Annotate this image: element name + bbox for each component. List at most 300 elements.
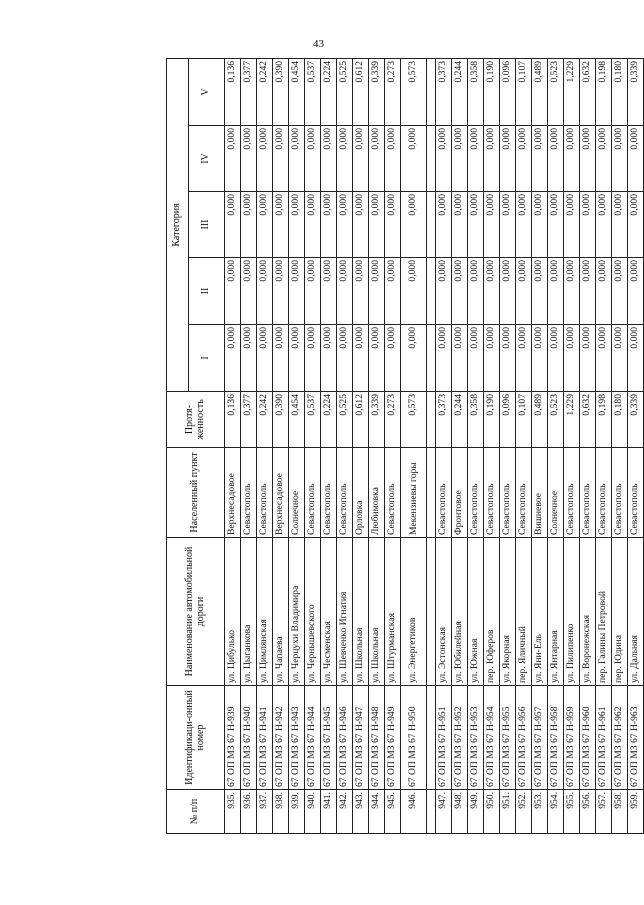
table-row (436, 58, 452, 833)
cell-category-3: 0,000 (516, 192, 532, 258)
cell-category-4: 0,000 (289, 126, 305, 192)
cell-category-4: 0,000 (484, 126, 500, 192)
cell-category-5: 0,612 (353, 58, 369, 125)
cell-category-4: 0,000 (305, 126, 321, 192)
cell-category-3: 0,000 (353, 192, 369, 258)
table-body (225, 58, 644, 833)
cell-category-3: 0,000 (500, 192, 516, 258)
table-row (353, 58, 369, 833)
header-category-2: II (189, 258, 225, 325)
cell-row-number: 956. (580, 790, 596, 834)
cell-category-1: 0,000 (596, 325, 612, 392)
cell-category-3: 0,000 (257, 192, 273, 258)
cell-road-id: 67 ОП МЗ 67 Н-961 (596, 686, 612, 790)
cell-category-4: 0,000 (596, 126, 612, 192)
cell-category-2: 0,000 (385, 258, 401, 325)
header-road-name: Наименование автомобильной дороги (167, 538, 225, 686)
cell-category-4: 0,000 (564, 126, 580, 192)
cell-place: Фронтовое (452, 448, 468, 538)
cell-category-4: 0,000 (385, 126, 401, 192)
cell-category-5: 0,242 (257, 58, 273, 125)
cell-road-name: ул. Дальняя (628, 538, 644, 686)
cell-road-id: 67 ОП МЗ 67 Н-960 (580, 686, 596, 790)
cell-category-5: 1,229 (564, 58, 580, 125)
page-number: 43 (313, 38, 324, 50)
cell-length: 0,373 (436, 392, 452, 448)
cell-road-name: ул. Пилипенко (564, 538, 580, 686)
cell-category-4: 0,000 (452, 126, 468, 192)
cell-length: 0,096 (500, 392, 516, 448)
cell-place: Любимовка (369, 448, 385, 538)
cell-road-name: пер. Юферов (484, 538, 500, 686)
table-row (337, 58, 353, 833)
cell-category-5: 0,489 (532, 58, 548, 125)
cell-road-name: ул. Янтарная (548, 538, 564, 686)
cell-category-4: 0,000 (273, 126, 289, 192)
cell-category-1: 0,000 (369, 325, 385, 392)
cell-category-5: 0,096 (500, 58, 516, 125)
cell-category-2: 0,000 (369, 258, 385, 325)
cell-category-1: 0,000 (401, 325, 427, 392)
table-row (401, 58, 427, 833)
cell-category-2: 0,000 (596, 258, 612, 325)
cell-length: 0,573 (401, 392, 427, 448)
table-row (628, 58, 644, 833)
cell-category-3: 0,000 (596, 192, 612, 258)
cell-road-id: 67 ОП МЗ 67 Н-955 (500, 686, 516, 790)
table-container (166, 59, 641, 834)
cell-place: Мекензиевы горы (401, 448, 427, 538)
cell-length: 0,242 (257, 392, 273, 448)
cell-category-2: 0,000 (305, 258, 321, 325)
cell-category-1: 0,000 (353, 325, 369, 392)
cell-category-2: 0,000 (289, 258, 305, 325)
cell-category-1: 0,000 (385, 325, 401, 392)
cell-road-id: 67 ОП МЗ 67 Н-962 (612, 686, 628, 790)
cell-road-id: 67 ОП МЗ 67 Н-959 (564, 686, 580, 790)
cell-length: 0,390 (273, 392, 289, 448)
cell-length: 0,339 (628, 392, 644, 448)
cell-row-number: 952. (516, 790, 532, 834)
cell-category-4: 0,000 (369, 126, 385, 192)
table-row (612, 58, 628, 833)
table-row (484, 58, 500, 833)
cell-category-2: 0,000 (353, 258, 369, 325)
cell-road-id: 67 ОП МЗ 67 Н-939 (225, 686, 241, 790)
cell-category-1: 0,000 (289, 325, 305, 392)
cell-length: 0,273 (385, 392, 401, 448)
cell-category-2: 0,000 (401, 258, 427, 325)
cell-category-1: 0,000 (225, 325, 241, 392)
cell-length: 0,244 (452, 392, 468, 448)
cell-category-5: 0,224 (321, 58, 337, 125)
cell-category-4: 0,000 (468, 126, 484, 192)
cell-road-name: пер. Галины Петровой (596, 538, 612, 686)
cell-category-1: 0,000 (548, 325, 564, 392)
cell-category-1: 0,000 (500, 325, 516, 392)
cell-category-1: 0,000 (484, 325, 500, 392)
cell-place: Орловка (353, 448, 369, 538)
cell-category-4: 0,000 (225, 126, 241, 192)
cell-category-3: 0,000 (468, 192, 484, 258)
cell-place: Севастополь (321, 448, 337, 538)
cell-category-5: 0,454 (289, 58, 305, 125)
cell-road-name: ул. Цимлянская (257, 538, 273, 686)
cell-category-3: 0,000 (436, 192, 452, 258)
cell-road-id: 67 ОП МЗ 67 Н-956 (516, 686, 532, 790)
cell-category-1: 0,000 (468, 325, 484, 392)
cell-road-name: ул. Эстонская (436, 538, 452, 686)
cell-category-1: 0,000 (337, 325, 353, 392)
cell-category-5: 0,525 (337, 58, 353, 125)
cell-category-1: 0,000 (532, 325, 548, 392)
cell-category-3: 0,000 (321, 192, 337, 258)
cell-row-number: 946. (401, 790, 427, 834)
cell-place: Севастополь (385, 448, 401, 538)
cell-road-name: ул. Шевченко Игнатия (337, 538, 353, 686)
header-category-1: I (189, 325, 225, 392)
cell-row-number: 953. (532, 790, 548, 834)
cell-category-2: 0,000 (321, 258, 337, 325)
cell-road-id: 67 ОП МЗ 67 Н-941 (257, 686, 273, 790)
cell-category-5: 0,537 (305, 58, 321, 125)
cell-category-3: 0,000 (484, 192, 500, 258)
cell-category-5: 0,180 (612, 58, 628, 125)
cell-category-3: 0,000 (452, 192, 468, 258)
gap-cell (427, 392, 436, 448)
gap-cell (427, 790, 436, 834)
cell-road-id: 67 ОП МЗ 67 Н-948 (369, 686, 385, 790)
table-row (516, 58, 532, 833)
table-row (225, 58, 241, 833)
table-row (548, 58, 564, 833)
cell-road-name: ул. Черцухи Владимира (289, 538, 305, 686)
roads-table (166, 58, 644, 834)
cell-row-number: 939. (289, 790, 305, 834)
cell-row-number: 941. (321, 790, 337, 834)
cell-category-3: 0,000 (612, 192, 628, 258)
cell-category-1: 0,000 (273, 325, 289, 392)
cell-road-name: ул. Чесменская (321, 538, 337, 686)
cell-category-2: 0,000 (452, 258, 468, 325)
cell-category-5: 0,358 (468, 58, 484, 125)
header-category-3: III (189, 192, 225, 258)
cell-category-1: 0,000 (452, 325, 468, 392)
table-row (305, 58, 321, 833)
cell-road-name: ул. Южная (468, 538, 484, 686)
cell-category-2: 0,000 (612, 258, 628, 325)
cell-category-2: 0,000 (580, 258, 596, 325)
cell-road-name: ул. Якорная (500, 538, 516, 686)
cell-category-5: 0,390 (273, 58, 289, 125)
header-category-4: IV (189, 126, 225, 192)
header-no: № п/п (167, 790, 225, 834)
cell-length: 0,358 (468, 392, 484, 448)
cell-length: 0,180 (612, 392, 628, 448)
cell-category-1: 0,000 (257, 325, 273, 392)
cell-category-3: 0,000 (532, 192, 548, 258)
cell-road-id: 67 ОП МЗ 67 Н-945 (321, 686, 337, 790)
cell-category-5: 0,632 (580, 58, 596, 125)
table-gap-row (427, 58, 436, 833)
cell-road-name: ул. Школьная (353, 538, 369, 686)
cell-category-4: 0,000 (436, 126, 452, 192)
cell-category-5: 0,198 (596, 58, 612, 125)
header-category: Категория (167, 58, 189, 391)
cell-row-number: 955. (564, 790, 580, 834)
cell-category-5: 0,190 (484, 58, 500, 125)
cell-category-5: 0,273 (385, 58, 401, 125)
cell-category-4: 0,000 (241, 126, 257, 192)
cell-road-id: 67 ОП МЗ 67 Н-953 (468, 686, 484, 790)
cell-row-number: 944. (369, 790, 385, 834)
header-id: Идентификаци-онный номер (167, 686, 225, 790)
cell-place: Севастополь (305, 448, 321, 538)
cell-category-2: 0,000 (484, 258, 500, 325)
cell-place: Верхнесадовое (225, 448, 241, 538)
cell-category-5: 0,339 (628, 58, 644, 125)
cell-category-2: 0,000 (273, 258, 289, 325)
cell-place: Севастополь (436, 448, 452, 538)
table-row (532, 58, 548, 833)
cell-category-2: 0,000 (500, 258, 516, 325)
gap-cell (427, 325, 436, 392)
cell-category-2: 0,000 (532, 258, 548, 325)
cell-category-4: 0,000 (612, 126, 628, 192)
cell-road-name: ул. Чернышевского (305, 538, 321, 686)
cell-category-4: 0,000 (580, 126, 596, 192)
cell-category-1: 0,000 (321, 325, 337, 392)
cell-category-5: 0,373 (436, 58, 452, 125)
table-row (321, 58, 337, 833)
table-row (468, 58, 484, 833)
table-row (580, 58, 596, 833)
cell-length: 0,525 (337, 392, 353, 448)
table-row (385, 58, 401, 833)
cell-category-2: 0,000 (257, 258, 273, 325)
cell-row-number: 938. (273, 790, 289, 834)
cell-road-id: 67 ОП МЗ 67 Н-947 (353, 686, 369, 790)
cell-category-2: 0,000 (225, 258, 241, 325)
cell-place: Верхнесадовое (273, 448, 289, 538)
cell-place: Севастополь (516, 448, 532, 538)
cell-category-4: 0,000 (353, 126, 369, 192)
cell-place: Солнечное (289, 448, 305, 538)
cell-road-name: ул. Штурманская (385, 538, 401, 686)
cell-row-number: 936. (241, 790, 257, 834)
cell-category-5: 0,136 (225, 58, 241, 125)
gap-cell (427, 58, 436, 125)
cell-road-id: 67 ОП МЗ 67 Н-942 (273, 686, 289, 790)
gap-cell (427, 538, 436, 686)
cell-road-id: 67 ОП МЗ 67 Н-954 (484, 686, 500, 790)
cell-category-1: 0,000 (241, 325, 257, 392)
cell-row-number: 959. (628, 790, 644, 834)
cell-road-name: ул. Школьная (369, 538, 385, 686)
cell-category-3: 0,000 (628, 192, 644, 258)
cell-length: 0,454 (289, 392, 305, 448)
cell-length: 1,229 (564, 392, 580, 448)
cell-length: 0,489 (532, 392, 548, 448)
cell-category-5: 0,107 (516, 58, 532, 125)
cell-category-3: 0,000 (385, 192, 401, 258)
cell-category-2: 0,000 (436, 258, 452, 325)
cell-row-number: 954. (548, 790, 564, 834)
cell-category-1: 0,000 (628, 325, 644, 392)
header-place: Населенный пункт (167, 448, 225, 538)
cell-length: 0,136 (225, 392, 241, 448)
table-row (257, 58, 273, 833)
cell-length: 0,523 (548, 392, 564, 448)
cell-place: Севастополь (580, 448, 596, 538)
cell-category-3: 0,000 (369, 192, 385, 258)
cell-category-5: 0,523 (548, 58, 564, 125)
cell-road-name: ул. Воронежская (580, 538, 596, 686)
cell-category-2: 0,000 (516, 258, 532, 325)
cell-category-4: 0,000 (628, 126, 644, 192)
cell-category-4: 0,000 (257, 126, 273, 192)
cell-row-number: 950. (484, 790, 500, 834)
cell-place: Севастополь (596, 448, 612, 538)
cell-row-number: 940. (305, 790, 321, 834)
cell-category-2: 0,000 (337, 258, 353, 325)
cell-row-number: 957. (596, 790, 612, 834)
cell-row-number: 948. (452, 790, 468, 834)
cell-category-1: 0,000 (305, 325, 321, 392)
cell-place: Севастополь (628, 448, 644, 538)
cell-road-name: ул. Чапаева (273, 538, 289, 686)
cell-category-3: 0,000 (273, 192, 289, 258)
cell-road-name: ул. Энергетиков (401, 538, 427, 686)
gap-cell (427, 448, 436, 538)
cell-length: 0,537 (305, 392, 321, 448)
cell-road-id: 67 ОП МЗ 67 Н-963 (628, 686, 644, 790)
cell-length: 0,612 (353, 392, 369, 448)
cell-category-2: 0,000 (468, 258, 484, 325)
table-row (369, 58, 385, 833)
gap-cell (427, 126, 436, 192)
cell-place: Севастополь (468, 448, 484, 538)
cell-length: 0,107 (516, 392, 532, 448)
table-row (241, 58, 257, 833)
cell-category-5: 0,377 (241, 58, 257, 125)
cell-road-name: ул. Яни-Ель (532, 538, 548, 686)
cell-road-id: 67 ОП МЗ 67 Н-940 (241, 686, 257, 790)
header-category-5: V (189, 58, 225, 125)
cell-road-id: 67 ОП МЗ 67 Н-944 (305, 686, 321, 790)
cell-category-4: 0,000 (532, 126, 548, 192)
cell-category-3: 0,000 (289, 192, 305, 258)
cell-place: Севастополь (241, 448, 257, 538)
table-row (500, 58, 516, 833)
cell-row-number: 937. (257, 790, 273, 834)
cell-category-4: 0,000 (548, 126, 564, 192)
cell-category-1: 0,000 (612, 325, 628, 392)
cell-category-1: 0,000 (436, 325, 452, 392)
cell-place: Севастополь (257, 448, 273, 538)
cell-length: 0,339 (369, 392, 385, 448)
cell-category-2: 0,000 (548, 258, 564, 325)
cell-category-4: 0,000 (337, 126, 353, 192)
table-row (273, 58, 289, 833)
cell-length: 0,190 (484, 392, 500, 448)
cell-road-name: ул. Юбилейная (452, 538, 468, 686)
cell-row-number: 958. (612, 790, 628, 834)
cell-category-3: 0,000 (548, 192, 564, 258)
cell-row-number: 949. (468, 790, 484, 834)
cell-road-id: 67 ОП МЗ 67 Н-957 (532, 686, 548, 790)
cell-road-id: 67 ОП МЗ 67 Н-951 (436, 686, 452, 790)
cell-length: 0,198 (596, 392, 612, 448)
cell-category-5: 0,339 (369, 58, 385, 125)
cell-category-4: 0,000 (500, 126, 516, 192)
cell-category-1: 0,000 (580, 325, 596, 392)
cell-row-number: 942. (337, 790, 353, 834)
cell-category-4: 0,000 (401, 126, 427, 192)
cell-row-number: 947. (436, 790, 452, 834)
cell-road-name: ул. Цыганкова (241, 538, 257, 686)
cell-road-id: 67 ОП МЗ 67 Н-952 (452, 686, 468, 790)
gap-cell (427, 258, 436, 325)
table-row (564, 58, 580, 833)
header-length: Протя-женность (167, 392, 225, 448)
cell-road-id: 67 ОП МЗ 67 Н-943 (289, 686, 305, 790)
cell-category-3: 0,000 (401, 192, 427, 258)
cell-road-name: пер. Юдина (612, 538, 628, 686)
cell-category-3: 0,000 (564, 192, 580, 258)
cell-category-2: 0,000 (564, 258, 580, 325)
cell-row-number: 943. (353, 790, 369, 834)
cell-road-id: 67 ОП МЗ 67 Н-946 (337, 686, 353, 790)
cell-road-name: пер. Яличный (516, 538, 532, 686)
cell-category-5: 0,244 (452, 58, 468, 125)
cell-category-2: 0,000 (241, 258, 257, 325)
cell-category-5: 0,573 (401, 58, 427, 125)
table-row (452, 58, 468, 833)
cell-length: 0,632 (580, 392, 596, 448)
cell-road-id: 67 ОП МЗ 67 Н-950 (401, 686, 427, 790)
cell-place: Севастополь (500, 448, 516, 538)
table-row (596, 58, 612, 833)
cell-category-3: 0,000 (225, 192, 241, 258)
cell-row-number: 935. (225, 790, 241, 834)
cell-category-4: 0,000 (321, 126, 337, 192)
cell-category-3: 0,000 (580, 192, 596, 258)
cell-road-name: ул. Цибулько (225, 538, 241, 686)
cell-category-2: 0,000 (628, 258, 644, 325)
cell-place: Вишневое (532, 448, 548, 538)
cell-length: 0,377 (241, 392, 257, 448)
cell-category-1: 0,000 (564, 325, 580, 392)
cell-place: Севастополь (484, 448, 500, 538)
cell-category-3: 0,000 (305, 192, 321, 258)
cell-category-3: 0,000 (241, 192, 257, 258)
cell-row-number: 951. (500, 790, 516, 834)
cell-road-id: 67 ОП МЗ 67 Н-949 (385, 686, 401, 790)
cell-place: Солнечное (548, 448, 564, 538)
cell-category-1: 0,000 (516, 325, 532, 392)
cell-category-3: 0,000 (337, 192, 353, 258)
cell-place: Севастополь (337, 448, 353, 538)
cell-road-id: 67 ОП МЗ 67 Н-958 (548, 686, 564, 790)
cell-row-number: 945. (385, 790, 401, 834)
cell-length: 0,224 (321, 392, 337, 448)
cell-place: Севастополь (564, 448, 580, 538)
cell-place: Севастополь (612, 448, 628, 538)
gap-cell (427, 686, 436, 790)
cell-category-4: 0,000 (516, 126, 532, 192)
table-row (289, 58, 305, 833)
